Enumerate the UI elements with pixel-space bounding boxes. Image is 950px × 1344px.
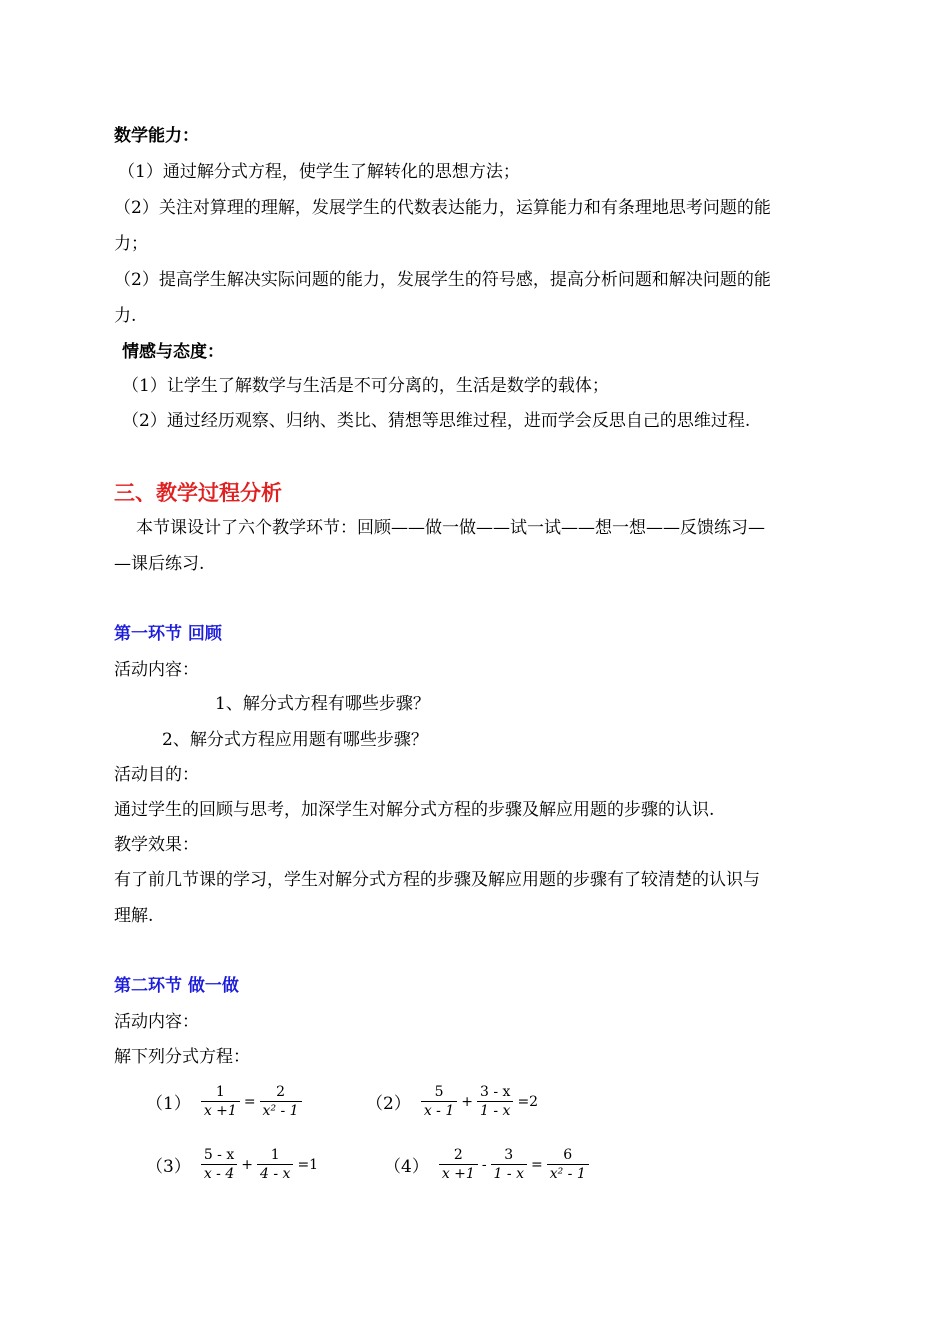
attitude-heading: 情感与态度： bbox=[122, 342, 224, 362]
step1-content-label: 活动内容： bbox=[114, 660, 199, 680]
ability-item-2-cont: 力； bbox=[114, 234, 148, 254]
numerator: 5 - x bbox=[203, 1147, 235, 1163]
step2-content-label: 活动内容： bbox=[114, 1012, 199, 1032]
step1-title: 第一环节 回顾 bbox=[114, 624, 222, 644]
equation-label: （1） bbox=[146, 1094, 191, 1114]
fraction bbox=[491, 1146, 527, 1183]
step1-effect-2: 理解. bbox=[114, 906, 154, 926]
equation-rhs: =1 bbox=[297, 1156, 319, 1173]
operator: = bbox=[530, 1156, 543, 1173]
denominator: x - 4 bbox=[201, 1164, 237, 1183]
fraction bbox=[547, 1146, 589, 1183]
step2-task: 解下列分式方程： bbox=[114, 1047, 250, 1067]
numerator: 1 bbox=[215, 1084, 225, 1100]
equation-label: （2） bbox=[366, 1094, 411, 1114]
fraction bbox=[439, 1146, 478, 1183]
ability-item-3-cont: 力. bbox=[114, 306, 137, 326]
step1-purpose: 通过学生的回顾与思考，加深学生对解分式方程的步骤及解应用题的步骤的认识. bbox=[114, 800, 715, 820]
ability-heading: 数学能力： bbox=[114, 126, 199, 146]
numerator: 2 bbox=[453, 1147, 463, 1163]
step1-question-2: 2、解分式方程应用题有哪些步骤？ bbox=[162, 730, 428, 750]
denominator: x - 1 bbox=[421, 1101, 457, 1120]
ability-item-2: （2）关注对算理的理解，发展学生的代数表达能力，运算能力和有条理地思考问题的能 bbox=[114, 198, 771, 218]
attitude-item-1: （1）让学生了解数学与生活是不可分离的，生活是数学的载体； bbox=[122, 376, 609, 396]
numerator: 2 bbox=[276, 1084, 286, 1100]
denominator: 1 - x bbox=[477, 1101, 513, 1120]
operator: + bbox=[461, 1093, 473, 1110]
fraction bbox=[201, 1083, 240, 1120]
fraction bbox=[477, 1083, 513, 1120]
section3-title: 三、教学过程分析 bbox=[114, 481, 282, 505]
denominator: x² - 1 bbox=[260, 1101, 302, 1120]
numerator: 6 bbox=[563, 1147, 573, 1163]
denominator: x +1 bbox=[201, 1101, 240, 1120]
numerator: 1 bbox=[270, 1147, 280, 1163]
ability-item-3: （2）提高学生解决实际问题的能力，发展学生的符号感，提高分析问题和解决问题的能 bbox=[114, 270, 771, 290]
equation-rhs: =2 bbox=[517, 1093, 539, 1110]
step1-effect-1: 有了前几节课的学习，学生对解分式方程的步骤及解应用题的步骤有了较清楚的认识与 bbox=[114, 870, 760, 890]
equation-label: （3） bbox=[146, 1157, 191, 1177]
ability-item-1: （1）通过解分式方程，使学生了解转化的思想方法； bbox=[118, 162, 520, 182]
section3-intro-2: —课后练习. bbox=[114, 554, 205, 574]
equation-4 bbox=[384, 1146, 591, 1183]
attitude-item-2: （2）通过经历观察、归纳、类比、猜想等思维过程，进而学会反思自己的思维过程. bbox=[122, 411, 751, 431]
equation-3 bbox=[146, 1146, 320, 1183]
denominator: 4 - x bbox=[257, 1164, 293, 1183]
fraction bbox=[257, 1146, 293, 1183]
operator: + bbox=[241, 1156, 253, 1173]
fraction bbox=[260, 1083, 302, 1120]
numerator: 3 bbox=[504, 1147, 514, 1163]
fraction bbox=[201, 1146, 237, 1183]
step1-question-1: 1、解分式方程有哪些步骤？ bbox=[215, 694, 430, 714]
fraction bbox=[421, 1083, 457, 1120]
equation-2 bbox=[366, 1083, 540, 1120]
equation-label: （4） bbox=[384, 1157, 429, 1177]
equation-1 bbox=[146, 1083, 304, 1120]
numerator: 5 bbox=[434, 1084, 444, 1100]
denominator: x² - 1 bbox=[547, 1164, 589, 1183]
denominator: 1 - x bbox=[491, 1164, 527, 1183]
operator: - bbox=[481, 1156, 487, 1173]
step2-title: 第二环节 做一做 bbox=[114, 976, 239, 996]
step1-effect-label: 教学效果： bbox=[114, 835, 199, 855]
numerator: 3 - x bbox=[480, 1084, 511, 1100]
step1-purpose-label: 活动目的： bbox=[114, 765, 199, 785]
operator: = bbox=[243, 1093, 256, 1110]
section3-intro-1: 本节课设计了六个教学环节：回顾——做一做——试一试——想一想——反馈练习— bbox=[136, 518, 765, 538]
denominator: x +1 bbox=[439, 1164, 478, 1183]
